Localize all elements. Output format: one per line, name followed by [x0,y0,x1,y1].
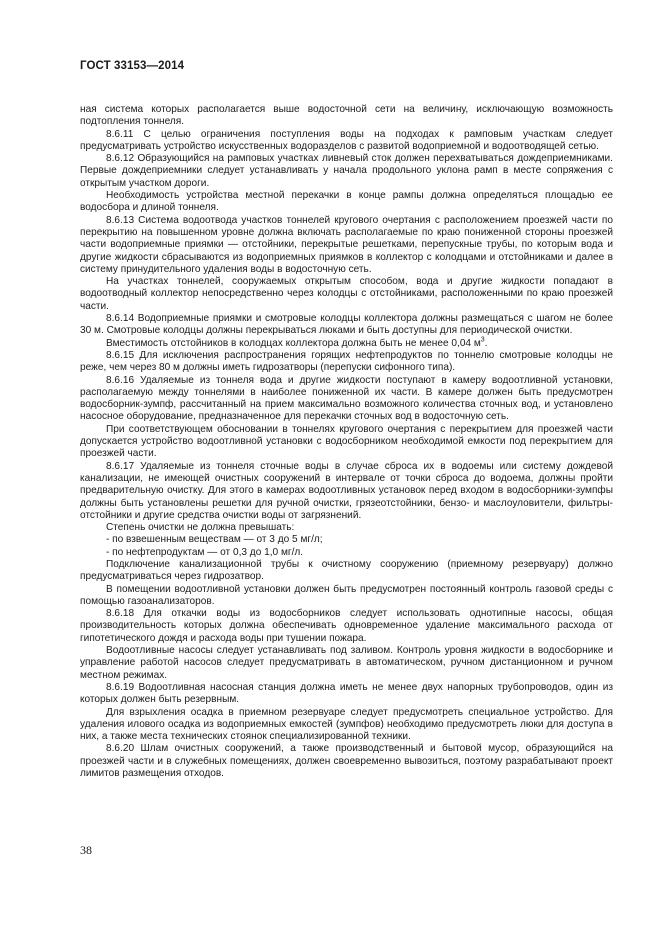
paragraph-volume [80,338,613,350]
page-number: 38 [80,843,92,857]
volume-period: . [484,337,488,349]
paragraph: В помещении водоотливной установки должен быть предусмотрен постоянный контроль газовой среды с помощью газоанализаторов. [80,583,613,607]
paragraph: При соответствующем обосновании в тоннелях кругового очертания с перекрытием для проезжей части допускается устройство водоотливной установки с водосборником необходимой емкости под перекрытием для проезжей части. [80,423,613,460]
document-body [80,104,613,780]
clause-8-6-14: 8.6.14 Водоприемные приямки и смотровые колодцы коллектора должны размещаться с шагом не более 30 м. Смотровые колодцы должны перекрываться люками и быть доступны для периодической очистки. [80,313,613,337]
clause-8-6-18: 8.6.18 Для откачки воды из водосборников следует использовать однотипные насосы, общая производительность которых должна обеспечивать одновременное удаление максимального расхода от гипотетического дождя и расхода воды при тушении пожара. [80,608,613,644]
cubic-exponent: 3 [480,336,485,344]
clause-8-6-17: 8.6.17 Удаляемые из тоннеля сточные воды в случае сброса их в водоемы или систему дождевой канализации, не имеющей очистных сооружений в интервале от точки сброса до водоема, должны пройти предварительную очистку. Для этого в камерах водоотливных установок перед входом в водосборники-зумпфы должны быть установлены решетки для ручной очистки, грязеотстойники, бензо- и маслоуловители, фильтры-отстойники и другие средства очистки воды от загрязнений. [80,460,613,521]
document-header: ГОСТ 33153—2014 [80,60,185,72]
paragraph: Степень очистки не должна превышать: [106,522,295,534]
paragraph: Подключение канализационной трубы к очистному сооружению (приемному резервуару) должно предусматриваться через гидрозатвор. [80,558,613,583]
clause-8-6-12: 8.6.12 Образующийся на рамповых участках ливневый сток должен перехватываться дождеприемниками. Первые дождеприемники следует устанавливать у начала продольного уклона рамп в месте сопряжения с открытым участком дороги. [80,153,613,189]
clause-8-6-16: 8.6.16 Удаляемые из тоннеля вода и другие жидкости поступают в камеру водоотливной установки, располагаемую между тоннелями в наиболее пониженной их части. В камере должен быть предусмотрен водосборник-зумпф, рассчитанный на прием максимально возможного количества сточных вод, и установлено насосное оборудование, предназначенное для перекачки сточных вод в водосточную сеть. [80,374,613,423]
list-item: - по нефтепродуктам — от 0,3 до 1,0 мг/л. [106,546,304,558]
paragraph: Водоотливные насосы следует устанавливать под заливом. Контроль уровня жидкости в водосборнике и управление работой насосов следует предусматривать в автоматическом, ручном дистанционном и ручном местном режимах. [80,645,613,681]
clause-8-6-20: 8.6.20 Шлам очистных сооружений, а также производственный и бытовой мусор, образующийся на проезжей части и в служебных помещениях, должен своевременно вывозиться, поэтому разрабатывают проект лимитов размещения отходов. [80,743,613,780]
paragraph-continuation: ная система которых располагается выше водосточной сети на величину, исключающую возможность подтопления тоннеля. [80,104,613,128]
paragraph: На участках тоннелей, сооружаемых открытым способом, вода и другие жидкости попадают в водоотводный коллектор непосредственно через колодцы с отстойниками, расположенными по краю проезжей части. [80,276,613,312]
paragraph: Необходимость устройства местной перекачки в конце рампы должна определяться площадью ее водосбора и длиной тоннеля. [80,190,613,214]
clause-8-6-11: 8.6.11 С целью ограничения поступления воды на подходах к рамповым участкам следует предусматривать устройство искусственных водоразделов с развитой водоприемной и водоотводящей сетью. [80,128,613,152]
list-item: - по взвешенным веществам — от 3 до 5 мг/л; [106,534,323,546]
volume-text: Вместимость отстойников в колодцах коллектора должна быть не менее 0,04 м [106,337,481,349]
clause-8-6-13: 8.6.13 Система водоотвода участков тоннелей кругового очертания с расположением проезжей части по перекрытию на повышенном уровне должна включать располагаемые по краю пониженной стороны проезжей части водоприемные приямки — отстойники, перекрытые решетками, перепускные трубы, по которым вода и другие жидкости сбрасываются из водоприемных приямков в коллектор с колодцами и отстойниками и далее в систему принудительного удаления воды в водосточную сеть. [80,214,613,275]
paragraph: Для взрыхления осадка в приемном резервуаре следует предусмотреть специальное устройство. Для удаления илового осадка из водоприемных емкостей (зумпфов) необходимо предусмотреть люки для доступа в них, а также места технических стоянок специализированной техники. [80,706,613,743]
clause-8-6-19: 8.6.19 Водоотливная насосная станция должна иметь не менее двух напорных трубопроводов, один из которых должен быть резервным. [80,681,613,706]
clause-8-6-15: 8.6.15 Для исключения распространения горящих нефтепродуктов по тоннелю смотровые колодцы не реже, чем через 80 м должны иметь гидрозатворы (перепуски сифонного типа). [80,349,613,374]
